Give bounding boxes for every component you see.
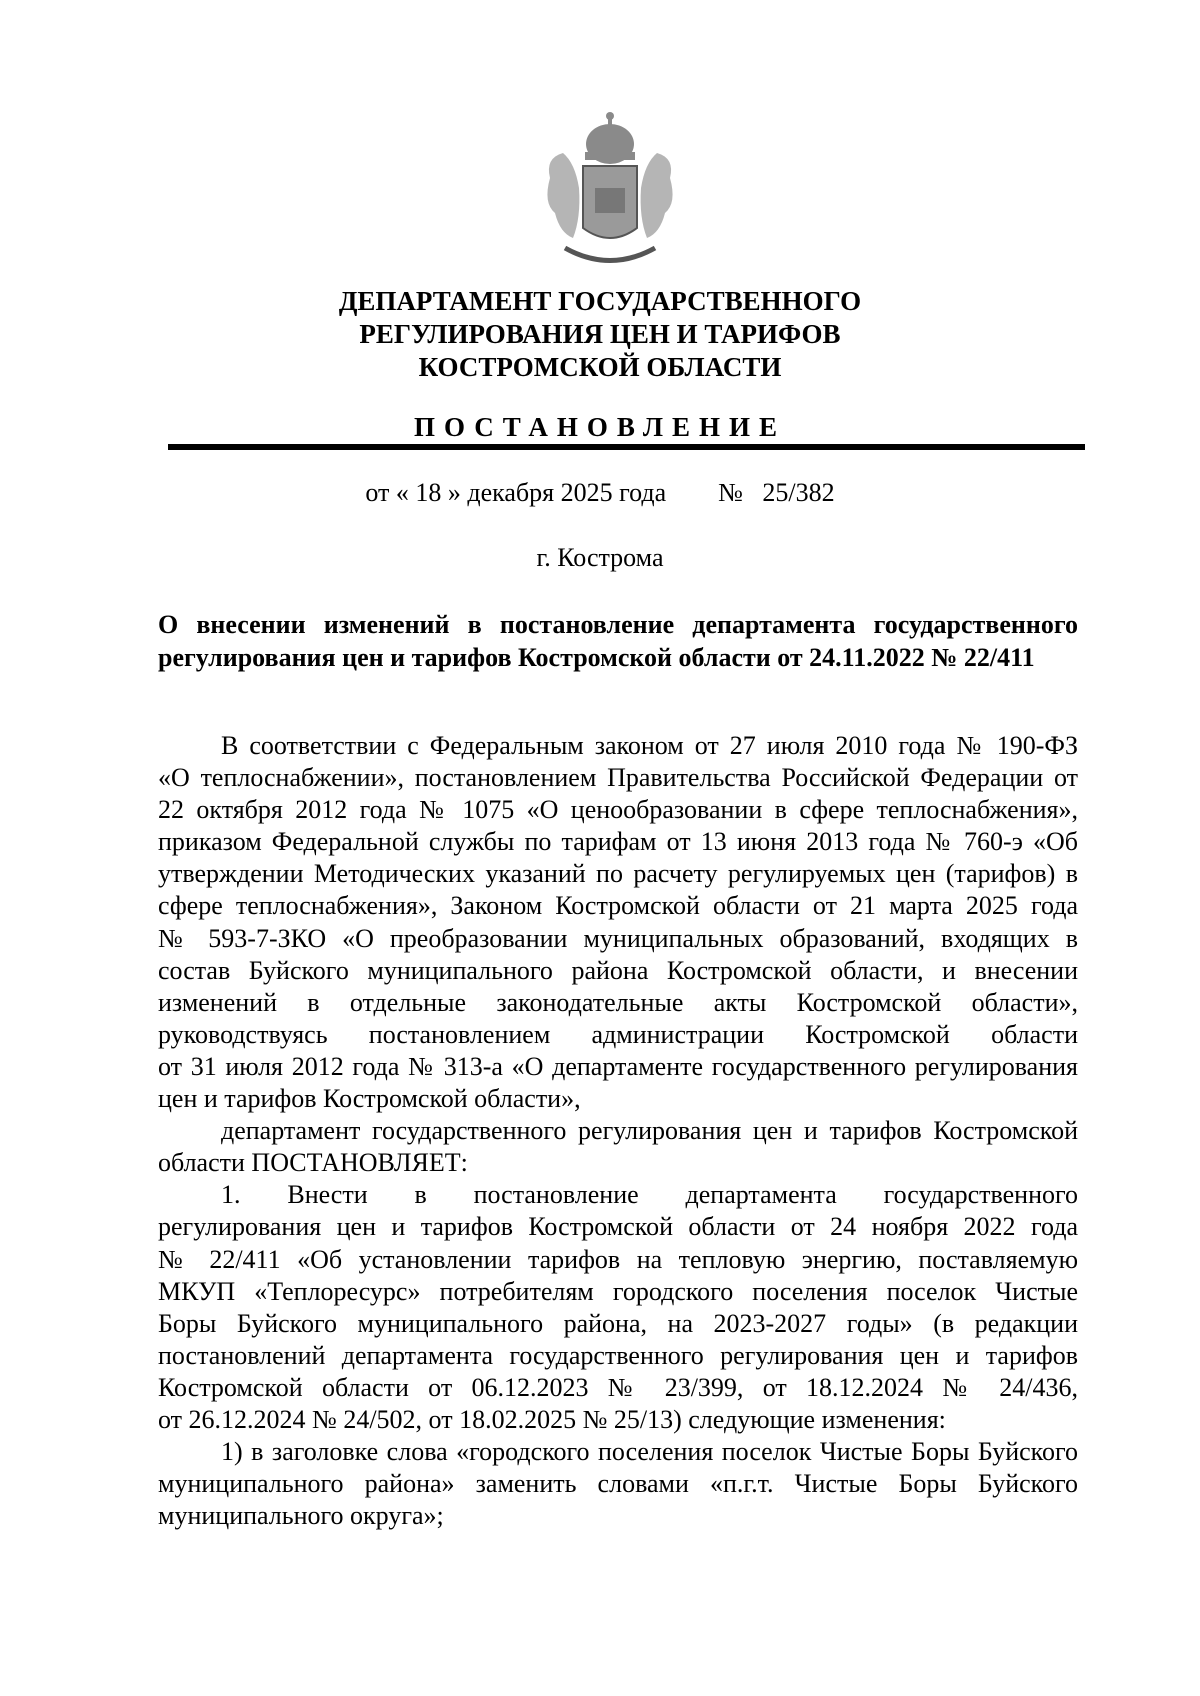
paragraph-line: «О теплоснабжении», постановлением Правительства Российской Федерации от bbox=[158, 763, 1078, 793]
paragraph bbox=[158, 1179, 1078, 1436]
paragraph-line: состав Буйского муниципального района Костромской области, и внесении bbox=[158, 955, 1078, 985]
paragraph-line: № 22/411 «Об установлении тарифов на тепловую энергию, поставляемую bbox=[158, 1244, 1078, 1274]
title-line: регулирования цен и тарифов Костромской области от 24.11.2022 № 22/411 bbox=[158, 643, 1035, 672]
paragraph-line: сфере теплоснабжения», Законом Костромской области от 21 марта 2025 года bbox=[158, 891, 1078, 921]
paragraph-line: 22 октября 2012 года № 1075 «О ценообразовании в сфере теплоснабжения», bbox=[158, 795, 1078, 825]
paragraph-line: муниципального района» заменить словами «п.г.т. Чистые Боры Буйского bbox=[158, 1469, 1078, 1499]
city: г. Кострома bbox=[536, 543, 664, 572]
paragraph-line: 1) в заголовке слова «городского поселения поселок Чистые Боры Буйского bbox=[221, 1437, 1078, 1467]
paragraph bbox=[158, 730, 1078, 1115]
paragraph bbox=[158, 1115, 1078, 1179]
title-line: О внесении изменений в постановление департамента государственного bbox=[158, 610, 1078, 639]
paragraph-line: регулирования цен и тарифов Костромской области от 24 ноября 2022 года bbox=[158, 1212, 1078, 1242]
department-name-line-3: КОСТРОМСКОЙ ОБЛАСТИ bbox=[418, 352, 782, 382]
paragraph bbox=[158, 1436, 1078, 1532]
paragraph-line: утверждении Методических указаний по расчету регулируемых цен (тарифов) в bbox=[158, 859, 1078, 889]
paragraph-line: изменений в отдельные законодательные акты Костромской области», bbox=[158, 987, 1078, 1017]
paragraph-line: постановлений департамента государственного регулирования цен и тарифов bbox=[158, 1340, 1078, 1370]
paragraph-line: области ПОСТАНОВЛЯЕТ: bbox=[158, 1148, 468, 1178]
paragraph-line: 1. Внести в постановление департамента государственного bbox=[221, 1180, 1078, 1210]
paragraph-line: от 31 июля 2012 года № 313-а «О департаменте государственного регулирования bbox=[158, 1051, 1078, 1081]
paragraph-line: от 26.12.2024 № 24/502, от 18.02.2025 № 25/13) следующие изменения: bbox=[158, 1404, 946, 1434]
department-name-line-1: ДЕПАРТАМЕНТ ГОСУДАРСТВЕННОГО bbox=[338, 286, 862, 316]
paragraph-line: департамент государственного регулирования цен и тарифов Костромской bbox=[221, 1116, 1078, 1146]
header-divider bbox=[168, 444, 1085, 450]
document-type: ПОСТАНОВЛЕНИЕ bbox=[413, 412, 787, 442]
date-and-number: от « 18 » декабря 2025 года № 25/382 bbox=[365, 478, 835, 507]
paragraph-line: Боры Буйского муниципального района, на 2023-2027 годы» (в редакции bbox=[158, 1308, 1078, 1338]
paragraph-line: цен и тарифов Костромской области», bbox=[158, 1084, 581, 1114]
paragraph-line: Костромской области от 06.12.2023 № 23/399, от 18.12.2024 № 24/436, bbox=[158, 1372, 1078, 1402]
document-title bbox=[158, 608, 1078, 674]
document-body bbox=[158, 730, 1078, 1532]
paragraph-line: В соответствии с Федеральным законом от 27 июля 2010 года № 190-ФЗ bbox=[221, 731, 1078, 760]
paragraph-line: руководствуясь постановлением администрации Костромской области bbox=[158, 1019, 1078, 1049]
paragraph-line: муниципального округа»; bbox=[158, 1501, 444, 1531]
coat-of-arms-emblem bbox=[535, 108, 685, 273]
paragraph-line: № 593-7-ЗКО «О преобразовании муниципальных образований, входящих в bbox=[158, 923, 1078, 953]
paragraph-line: МКУП «Теплоресурс» потребителям городского поселения поселок Чистые bbox=[158, 1276, 1078, 1306]
paragraph-line: приказом Федеральной службы по тарифам от 13 июня 2013 года № 760-э «Об bbox=[158, 827, 1078, 857]
department-name-line-2: РЕГУЛИРОВАНИЯ ЦЕН И ТАРИФОВ bbox=[359, 319, 841, 349]
